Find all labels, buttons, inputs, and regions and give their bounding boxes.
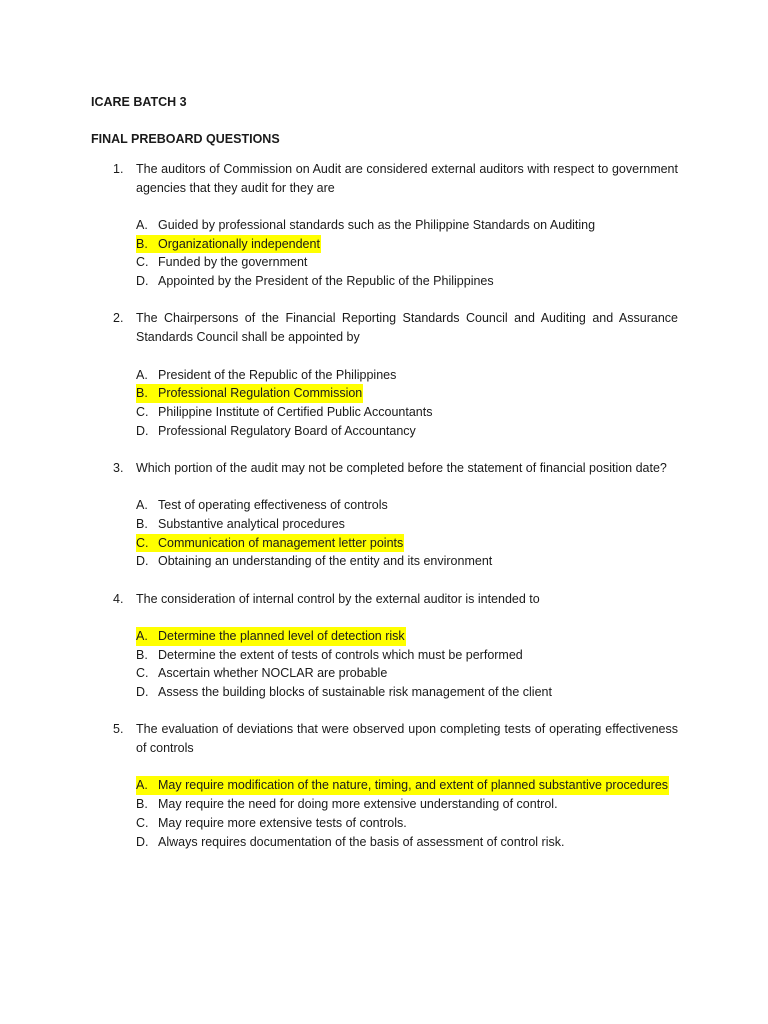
option-text: May require the need for doing more extensive understanding of control. — [158, 797, 558, 812]
answer-option — [136, 253, 678, 272]
question-item — [91, 160, 678, 291]
option-letter: A. — [136, 498, 148, 513]
option-text: Funded by the government — [158, 255, 308, 270]
option-letter: D. — [136, 685, 149, 700]
option-text: May require modification of the nature, timing, and extent of planned substantive procedures — [158, 778, 669, 793]
batch-heading: ICARE BATCH 3 — [91, 95, 187, 109]
answer-option-content — [136, 646, 524, 665]
option-text: Substantive analytical procedures — [158, 516, 345, 531]
question-text: The Chairpersons of the Financial Reporting Standards Council and Auditing and Assurance Standards Council shall be appointed by — [136, 311, 678, 345]
highlighted-answer-option — [136, 534, 678, 553]
option-letter: A. — [136, 218, 148, 233]
answer-options — [136, 776, 678, 851]
option-letter: D. — [136, 834, 149, 849]
answer-option-content — [136, 515, 346, 534]
answer-option — [136, 515, 678, 534]
option-text: Communication of management letter points — [158, 535, 404, 550]
answer-option-content — [136, 235, 321, 254]
option-letter: C. — [136, 815, 149, 830]
option-text: Professional Regulatory Board of Accountancy — [158, 423, 416, 438]
answer-option — [136, 422, 678, 441]
option-text: President of the Republic of the Philippines — [158, 367, 397, 382]
question-number: 3. — [113, 460, 124, 475]
answer-option-content — [136, 366, 397, 385]
option-letter: C. — [136, 255, 149, 270]
question-item — [91, 590, 678, 702]
option-text: Guided by professional standards such as the Philippine Standards on Auditing — [158, 218, 596, 233]
option-text: Philippine Institute of Certified Public Accountants — [158, 404, 433, 419]
option-text: Always requires documentation of the basis of assessment of control risk. — [158, 834, 565, 849]
answer-option — [136, 496, 678, 515]
option-text: Organizationally independent — [158, 236, 320, 251]
question-number: 4. — [113, 591, 124, 606]
option-text: May require more extensive tests of controls. — [158, 815, 407, 830]
answer-options — [136, 366, 678, 441]
question-number: 5. — [113, 722, 124, 737]
question-text: The evaluation of deviations that were observed upon completing tests of operating effectiveness of controls — [136, 722, 678, 756]
answer-option-content — [136, 552, 493, 571]
option-text: Assess the building blocks of sustainable risk management of the client — [158, 685, 552, 700]
question-item — [91, 459, 678, 571]
answer-option — [136, 216, 678, 235]
option-letter: D. — [136, 554, 149, 569]
answer-option — [136, 272, 678, 291]
option-letter: B. — [136, 516, 148, 531]
answer-option-content — [136, 627, 406, 646]
option-text: Obtaining an understanding of the entity and its environment — [158, 554, 493, 569]
option-letter: D. — [136, 423, 149, 438]
option-text: Test of operating effectiveness of controls — [158, 498, 388, 513]
option-letter: B. — [136, 647, 148, 662]
option-text: Professional Regulation Commission — [158, 386, 363, 401]
option-letter: D. — [136, 274, 149, 289]
option-letter: C. — [136, 535, 149, 550]
option-text: Determine the planned level of detection risk — [158, 629, 405, 643]
answer-option-content — [136, 664, 388, 683]
option-letter: C. — [136, 666, 149, 681]
question-text: Which portion of the audit may not be completed before the statement of financial position date? — [136, 460, 667, 475]
highlighted-answer-option — [136, 627, 678, 646]
answer-option — [136, 683, 678, 702]
highlighted-answer-option — [136, 384, 678, 403]
answer-options — [136, 496, 678, 571]
answer-options — [136, 627, 678, 702]
answer-option — [136, 552, 678, 571]
option-text: Determine the extent of tests of controls which must be performed — [158, 647, 523, 662]
answer-option-content — [136, 253, 308, 272]
question-item — [91, 720, 678, 851]
answer-option-content — [136, 683, 553, 702]
question-text: The auditors of Commission on Audit are considered external auditors with respect to government agencies that they audit for they are — [136, 162, 678, 195]
option-text: Ascertain whether NOCLAR are probable — [158, 666, 388, 681]
question-number: 1. — [113, 162, 124, 176]
answer-option-content — [136, 795, 559, 814]
answer-option — [136, 646, 678, 665]
option-text: Appointed by the President of the Republic of the Philippines — [158, 274, 494, 289]
answer-option — [136, 833, 678, 852]
answer-option-content — [136, 833, 565, 852]
option-letter: A. — [136, 367, 148, 382]
answer-option-content — [136, 496, 389, 515]
document-title: FINAL PREBOARD QUESTIONS — [91, 132, 280, 147]
answer-option-content — [136, 814, 408, 833]
document-body — [91, 93, 678, 870]
option-letter: A. — [136, 629, 148, 643]
option-letter: B. — [136, 797, 148, 812]
option-letter: A. — [136, 778, 148, 793]
answer-option-content — [136, 216, 596, 235]
answer-options — [136, 216, 678, 291]
answer-option — [136, 366, 678, 385]
option-letter: C. — [136, 404, 149, 419]
answer-option — [136, 814, 678, 833]
answer-option-content — [136, 384, 363, 403]
question-list — [91, 160, 678, 851]
highlighted-answer-option — [136, 776, 678, 795]
option-letter: B. — [136, 386, 148, 401]
answer-option — [136, 664, 678, 683]
question-number: 2. — [113, 311, 124, 326]
answer-option-content — [136, 422, 417, 441]
highlighted-answer-option — [136, 235, 678, 254]
answer-option-content — [136, 534, 404, 553]
question-item — [91, 309, 678, 440]
answer-option — [136, 795, 678, 814]
option-letter: B. — [136, 236, 148, 251]
answer-option-content — [136, 403, 433, 422]
answer-option-content — [136, 272, 495, 291]
answer-option — [136, 403, 678, 422]
question-text: The consideration of internal control by the external auditor is intended to — [136, 591, 540, 606]
answer-option-content — [136, 776, 669, 795]
